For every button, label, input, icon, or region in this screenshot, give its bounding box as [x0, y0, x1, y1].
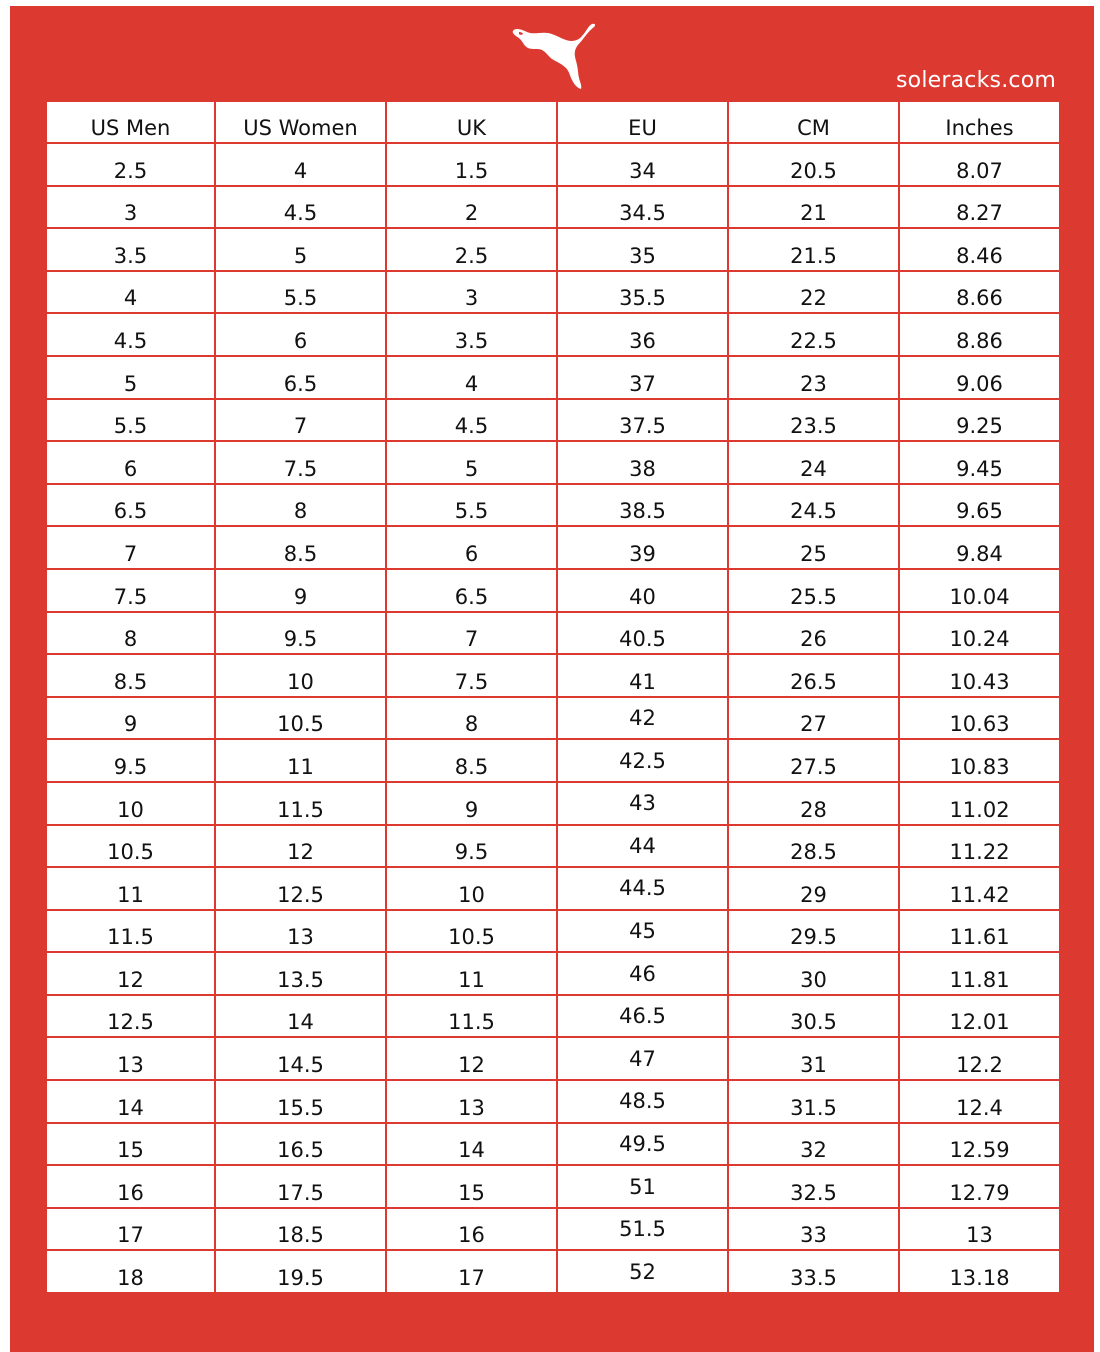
cell-inches: 12.59: [899, 1123, 1060, 1166]
cell-us-women: 12.5: [215, 867, 386, 910]
cell-uk: 9.5: [386, 825, 557, 868]
cell-uk: 16: [386, 1208, 557, 1251]
cell-uk: 2.5: [386, 228, 557, 271]
cell-eu: 46.5: [557, 995, 728, 1038]
cell-us-men: 6.5: [46, 484, 215, 527]
cell-uk: 1.5: [386, 143, 557, 186]
cell-cm: 22.5: [728, 313, 899, 356]
cell-eu: 42.5: [557, 739, 728, 782]
cell-us-men: 9.5: [46, 739, 215, 782]
table-row: [46, 654, 1060, 697]
cell-inches: 11.22: [899, 825, 1060, 868]
table-header: [46, 101, 1060, 143]
cell-us-women: 5: [215, 228, 386, 271]
cell-uk: 11: [386, 952, 557, 995]
cell-eu: 48.5: [557, 1080, 728, 1123]
cell-eu: 34: [557, 143, 728, 186]
cell-eu: 38.5: [557, 484, 728, 527]
cell-eu: 40: [557, 569, 728, 612]
cell-uk: 13: [386, 1080, 557, 1123]
table-row: [46, 143, 1060, 186]
cell-us-women: 19.5: [215, 1250, 386, 1293]
cell-us-men: 7.5: [46, 569, 215, 612]
cell-us-women: 7: [215, 399, 386, 442]
cell-us-women: 4.5: [215, 186, 386, 229]
cell-inches: 8.86: [899, 313, 1060, 356]
table-row: [46, 910, 1060, 953]
cell-uk: 7: [386, 612, 557, 655]
cell-cm: 31.5: [728, 1080, 899, 1123]
table-row: [46, 952, 1060, 995]
cell-cm: 29: [728, 867, 899, 910]
cell-uk: 5.5: [386, 484, 557, 527]
table-row: [46, 186, 1060, 229]
cell-inches: 12.4: [899, 1080, 1060, 1123]
table-row: [46, 1037, 1060, 1080]
cell-inches: 9.25: [899, 399, 1060, 442]
cell-eu: 35: [557, 228, 728, 271]
cell-us-women: 4: [215, 143, 386, 186]
cell-cm: 21: [728, 186, 899, 229]
cell-us-women: 11: [215, 739, 386, 782]
cell-uk: 4.5: [386, 399, 557, 442]
cell-cm: 29.5: [728, 910, 899, 953]
table-row: [46, 1208, 1060, 1251]
table-row: [46, 313, 1060, 356]
cell-inches: 11.61: [899, 910, 1060, 953]
cell-cm: 21.5: [728, 228, 899, 271]
cell-cm: 28.5: [728, 825, 899, 868]
cell-cm: 20.5: [728, 143, 899, 186]
cell-eu: 34.5: [557, 186, 728, 229]
cell-uk: 3: [386, 271, 557, 314]
cell-us-men: 17: [46, 1208, 215, 1251]
cell-inches: 10.63: [899, 697, 1060, 740]
cell-inches: 10.83: [899, 739, 1060, 782]
cell-cm: 32: [728, 1123, 899, 1166]
cell-eu: 49.5: [557, 1123, 728, 1166]
cell-eu: 52: [557, 1250, 728, 1293]
cell-us-women: 15.5: [215, 1080, 386, 1123]
cell-cm: 22: [728, 271, 899, 314]
table-row: [46, 867, 1060, 910]
cell-eu: 40.5: [557, 612, 728, 655]
cell-us-men: 6: [46, 441, 215, 484]
cell-eu: 36: [557, 313, 728, 356]
cell-uk: 8: [386, 697, 557, 740]
cell-inches: 8.07: [899, 143, 1060, 186]
cell-cm: 33: [728, 1208, 899, 1251]
table-body: [46, 143, 1060, 1293]
cell-eu: 41: [557, 654, 728, 697]
cell-uk: 11.5: [386, 995, 557, 1038]
cell-uk: 17: [386, 1250, 557, 1293]
table-row: [46, 356, 1060, 399]
cell-us-men: 9: [46, 697, 215, 740]
cell-inches: 9.45: [899, 441, 1060, 484]
cell-us-women: 12: [215, 825, 386, 868]
cell-us-women: 14.5: [215, 1037, 386, 1080]
cell-eu: 46: [557, 952, 728, 995]
cell-us-men: 14: [46, 1080, 215, 1123]
cell-eu: 37: [557, 356, 728, 399]
cell-us-men: 12.5: [46, 995, 215, 1038]
cell-us-women: 13.5: [215, 952, 386, 995]
cell-cm: 32.5: [728, 1165, 899, 1208]
cell-uk: 10.5: [386, 910, 557, 953]
cell-inches: 13: [899, 1208, 1060, 1251]
table-row: [46, 825, 1060, 868]
cell-inches: 8.27: [899, 186, 1060, 229]
site-watermark: soleracks.com: [896, 68, 1056, 93]
cell-us-men: 3: [46, 186, 215, 229]
cell-uk: 15: [386, 1165, 557, 1208]
cell-uk: 3.5: [386, 313, 557, 356]
table-row: [46, 782, 1060, 825]
cell-us-women: 18.5: [215, 1208, 386, 1251]
cell-eu: 44.5: [557, 867, 728, 910]
header-us-men: US Men: [46, 101, 215, 143]
cell-eu: 43: [557, 782, 728, 825]
table-row: [46, 1123, 1060, 1166]
cell-cm: 30.5: [728, 995, 899, 1038]
cell-inches: 8.66: [899, 271, 1060, 314]
cell-us-women: 7.5: [215, 441, 386, 484]
cell-inches: 8.46: [899, 228, 1060, 271]
table-row: [46, 399, 1060, 442]
size-table: [45, 100, 1061, 1294]
cell-inches: 10.43: [899, 654, 1060, 697]
cell-us-women: 13: [215, 910, 386, 953]
table-row: [46, 739, 1060, 782]
cell-us-men: 2.5: [46, 143, 215, 186]
cell-us-women: 6.5: [215, 356, 386, 399]
cell-us-men: 10: [46, 782, 215, 825]
table-row: [46, 697, 1060, 740]
cell-us-men: 16: [46, 1165, 215, 1208]
cell-eu: 39: [557, 526, 728, 569]
table-row: [46, 569, 1060, 612]
cell-uk: 2: [386, 186, 557, 229]
cell-us-women: 6: [215, 313, 386, 356]
cell-inches: 9.84: [899, 526, 1060, 569]
header-us-women: US Women: [215, 101, 386, 143]
cell-cm: 23: [728, 356, 899, 399]
cell-us-men: 4: [46, 271, 215, 314]
header-row: [46, 101, 1060, 143]
cell-cm: 30: [728, 952, 899, 995]
cell-eu: 44: [557, 825, 728, 868]
table-row: [46, 484, 1060, 527]
cell-us-men: 5.5: [46, 399, 215, 442]
table-row: [46, 526, 1060, 569]
cell-us-women: 14: [215, 995, 386, 1038]
table-row: [46, 1080, 1060, 1123]
cell-us-men: 13: [46, 1037, 215, 1080]
cell-us-men: 15: [46, 1123, 215, 1166]
table-row: [46, 612, 1060, 655]
cell-us-women: 17.5: [215, 1165, 386, 1208]
table-row: [46, 1165, 1060, 1208]
cell-cm: 27: [728, 697, 899, 740]
cell-uk: 7.5: [386, 654, 557, 697]
cell-us-women: 8.5: [215, 526, 386, 569]
cell-uk: 6.5: [386, 569, 557, 612]
size-chart-card: [10, 6, 1094, 1352]
cell-uk: 5: [386, 441, 557, 484]
cell-us-men: 11: [46, 867, 215, 910]
cell-us-women: 16.5: [215, 1123, 386, 1166]
puma-cat-logo-icon: [504, 20, 600, 90]
cell-cm: 25: [728, 526, 899, 569]
cell-cm: 24: [728, 441, 899, 484]
cell-uk: 6: [386, 526, 557, 569]
header-cm: CM: [728, 101, 899, 143]
cell-us-men: 10.5: [46, 825, 215, 868]
cell-us-women: 9: [215, 569, 386, 612]
cell-cm: 26: [728, 612, 899, 655]
cell-us-men: 3.5: [46, 228, 215, 271]
cell-uk: 12: [386, 1037, 557, 1080]
cell-cm: 23.5: [728, 399, 899, 442]
cell-eu: 45: [557, 910, 728, 953]
table-row: [46, 271, 1060, 314]
cell-inches: 9.06: [899, 356, 1060, 399]
table-row: [46, 441, 1060, 484]
cell-cm: 28: [728, 782, 899, 825]
cell-us-women: 11.5: [215, 782, 386, 825]
cell-eu: 51: [557, 1165, 728, 1208]
cell-eu: 51.5: [557, 1208, 728, 1251]
cell-uk: 10: [386, 867, 557, 910]
cell-uk: 14: [386, 1123, 557, 1166]
cell-inches: 11.81: [899, 952, 1060, 995]
cell-inches: 12.01: [899, 995, 1060, 1038]
cell-us-women: 8: [215, 484, 386, 527]
cell-inches: 11.42: [899, 867, 1060, 910]
cell-us-men: 8: [46, 612, 215, 655]
header-inches: Inches: [899, 101, 1060, 143]
cell-cm: 31: [728, 1037, 899, 1080]
cell-inches: 12.2: [899, 1037, 1060, 1080]
cell-eu: 47: [557, 1037, 728, 1080]
table-row: [46, 995, 1060, 1038]
cell-us-men: 7: [46, 526, 215, 569]
cell-inches: 9.65: [899, 484, 1060, 527]
cell-cm: 24.5: [728, 484, 899, 527]
cell-us-women: 10: [215, 654, 386, 697]
cell-us-men: 12: [46, 952, 215, 995]
cell-uk: 9: [386, 782, 557, 825]
cell-inches: 10.04: [899, 569, 1060, 612]
cell-us-men: 18: [46, 1250, 215, 1293]
cell-us-men: 11.5: [46, 910, 215, 953]
header-uk: UK: [386, 101, 557, 143]
cell-cm: 25.5: [728, 569, 899, 612]
cell-uk: 4: [386, 356, 557, 399]
cell-us-women: 5.5: [215, 271, 386, 314]
cell-us-women: 10.5: [215, 697, 386, 740]
cell-eu: 37.5: [557, 399, 728, 442]
cell-cm: 27.5: [728, 739, 899, 782]
cell-us-men: 4.5: [46, 313, 215, 356]
cell-us-women: 9.5: [215, 612, 386, 655]
cell-inches: 13.18: [899, 1250, 1060, 1293]
cell-inches: 12.79: [899, 1165, 1060, 1208]
table-row: [46, 1250, 1060, 1293]
cell-eu: 38: [557, 441, 728, 484]
table-row: [46, 228, 1060, 271]
cell-inches: 11.02: [899, 782, 1060, 825]
header-eu: EU: [557, 101, 728, 143]
cell-uk: 8.5: [386, 739, 557, 782]
cell-eu: 42: [557, 697, 728, 740]
cell-inches: 10.24: [899, 612, 1060, 655]
cell-cm: 33.5: [728, 1250, 899, 1293]
cell-cm: 26.5: [728, 654, 899, 697]
cell-eu: 35.5: [557, 271, 728, 314]
cell-us-men: 8.5: [46, 654, 215, 697]
cell-us-men: 5: [46, 356, 215, 399]
